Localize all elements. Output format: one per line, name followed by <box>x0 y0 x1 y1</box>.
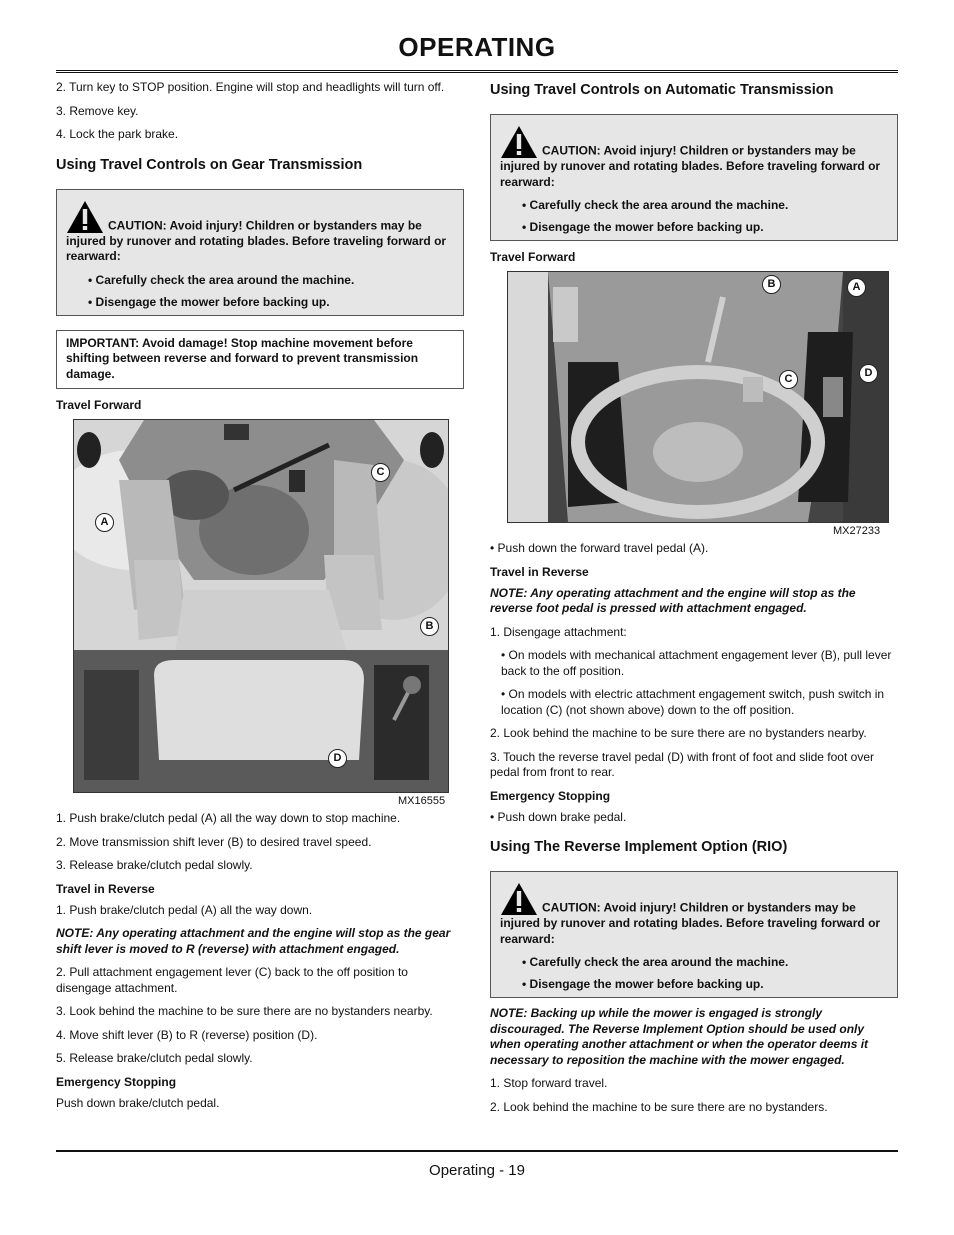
gear-figure-image <box>73 419 449 793</box>
callout-a: A <box>847 278 866 297</box>
reverse-step: 3. Look behind the machine to be sure there are no bystanders nearby. <box>56 1004 433 1018</box>
footer-rule <box>56 1150 898 1152</box>
emergency-text: Push down brake/clutch pedal. <box>56 1095 220 1110</box>
caution-bullet: • Disengage the mower before backing up. <box>88 294 330 309</box>
figure-code: MX16555 <box>398 795 446 807</box>
auto-figure <box>507 271 887 541</box>
intro-step: 4. Lock the park brake. <box>56 127 179 141</box>
auto-figure-image <box>507 271 889 523</box>
emergency-label: Emergency Stopping <box>490 788 611 803</box>
emergency-text: • Push down brake pedal. <box>490 809 627 824</box>
reverse-step: 3. Touch the reverse travel pedal (D) with front of foot and slide foot over pedal from front to rear. <box>490 749 874 779</box>
forward-step: 3. Release brake/clutch pedal slowly. <box>56 858 253 872</box>
reverse-step: 1. Push brake/clutch pedal (A) all the way down. <box>56 902 313 917</box>
reverse-sub-bullet: • On models with mechanical attachment engagement lever (B), pull lever back to the off position. <box>501 648 892 678</box>
travel-forward-label: Travel Forward <box>490 250 576 264</box>
travel-forward-label: Travel Forward <box>56 398 142 412</box>
reverse-step: 2. Pull attachment engagement lever (C) back to the off position to disengage attachment. <box>56 965 408 995</box>
important-box: IMPORTANT: Avoid damage! Stop machine movement before shifting between reverse and forward to prevent transmission damage. <box>56 330 464 390</box>
rio-step: 2. Look behind the machine to be sure there are no bystanders. <box>490 1099 828 1114</box>
warning-icon <box>500 882 538 916</box>
page-number: Operating - 19 <box>429 1162 525 1179</box>
page-title: OPERATING <box>398 32 556 62</box>
gear-figure <box>73 419 447 811</box>
warning-icon <box>500 125 538 159</box>
reverse-note: NOTE: Any operating attachment and the engine will stop as the reverse foot pedal is pressed with attachment engaged. <box>490 585 856 615</box>
callout-c: C <box>371 463 390 482</box>
rio-heading: Using The Reverse Implement Option (RIO) <box>490 839 788 855</box>
reverse-label: Travel in Reverse <box>56 881 155 896</box>
reverse-step: 1. Disengage attachment: <box>490 624 627 639</box>
reverse-step: 4. Move shift lever (B) to R (reverse) position (D). <box>56 1027 318 1042</box>
left-column <box>56 80 464 1119</box>
emergency-label: Emergency Stopping <box>56 1074 177 1089</box>
caution-bullet: • Disengage the mower before backing up. <box>522 220 764 234</box>
caution-bullet: • Carefully check the area around the machine. <box>522 198 789 212</box>
caution-text: CAUTION: Avoid injury! Children or bystanders may be injured by runover and rotating blades. Before traveling forward or rearward: <box>500 143 881 189</box>
rio-step: 1. Stop forward travel. <box>490 1076 608 1090</box>
reverse-step: 2. Look behind the machine to be sure there are no bystanders nearby. <box>490 726 867 740</box>
callout-b: B <box>762 275 781 294</box>
rio-note: NOTE: Backing up while the mower is engaged is strongly discouraged. The Reverse Implement Option should be used only when operating another attachment or when the operator deems it necessary to reposition the machine with the mower engaged. <box>490 1006 869 1067</box>
callout-d: D <box>328 749 347 768</box>
callout-a: A <box>95 513 114 532</box>
auto-heading: Using Travel Controls on Automatic Transmission <box>490 82 834 98</box>
caution-box <box>56 189 464 316</box>
caution-text: CAUTION: Avoid injury! Children or bystanders may be injured by runover and rotating blades. Before traveling forward or rearward: <box>500 900 881 946</box>
callout-c: C <box>779 370 798 389</box>
forward-step: 1. Push brake/clutch pedal (A) all the way down to stop machine. <box>56 811 401 825</box>
caution-bullet: • Carefully check the area around the machine. <box>522 955 789 969</box>
forward-bullet: • Push down the forward travel pedal (A). <box>490 541 709 555</box>
callout-d: D <box>859 364 878 383</box>
reverse-sub-bullet: • On models with electric attachment engagement switch, push switch in location (C) (not shown above) down to the off position. <box>501 687 885 717</box>
caution-bullet: • Disengage the mower before backing up. <box>522 977 764 991</box>
gear-heading: Using Travel Controls on Gear Transmission <box>56 156 363 173</box>
caution-text: CAUTION: Avoid injury! Children or bystanders may be injured by runover and rotating blades. Before traveling forward or rearward: <box>66 218 447 263</box>
intro-step: 2. Turn key to STOP position. Engine will stop and headlights will turn off. <box>56 80 445 94</box>
reverse-step: 5. Release brake/clutch pedal slowly. <box>56 1051 253 1065</box>
caution-bullet: • Carefully check the area around the machine. <box>88 272 355 287</box>
intro-step: 3. Remove key. <box>56 103 139 118</box>
callout-b: B <box>420 617 439 636</box>
forward-step: 2. Move transmission shift lever (B) to desired travel speed. <box>56 834 372 849</box>
warning-icon <box>66 200 104 234</box>
caution-box <box>490 871 898 998</box>
right-column <box>490 80 898 1123</box>
reverse-label: Travel in Reverse <box>490 564 589 579</box>
caution-box <box>490 114 898 241</box>
header-rule <box>56 70 898 73</box>
figure-code: MX27233 <box>833 525 881 537</box>
reverse-note: NOTE: Any operating attachment and the engine will stop as the gear shift lever is moved to R (reverse) with attachment engaged. <box>56 926 451 956</box>
